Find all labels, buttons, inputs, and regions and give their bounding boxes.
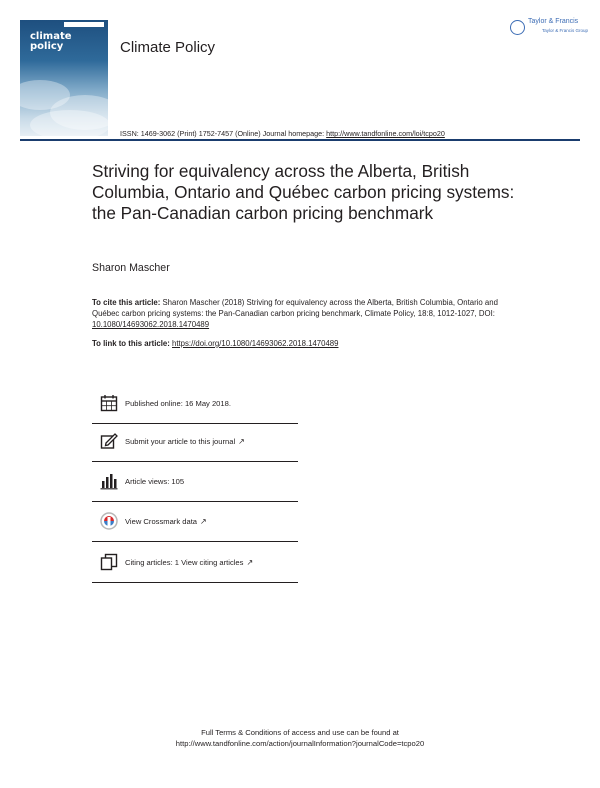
- citing-articles-row[interactable]: [92, 543, 298, 583]
- citation: To cite this article: Sharon Mascher (2018) Striving for equivalency across the Alberta, British Columbia, Ontario and Québec carbon pricing systems: the Pan-Canadian carbon pricing benchmark, Climate Policy, 18:8, 1012-1027, DOI: 10.1080/14693062.2018.1470489: [92, 298, 498, 329]
- external-link-icon: ↗: [200, 517, 207, 526]
- publisher-logo-icon: [510, 20, 525, 35]
- terms-text: Full Terms & Conditions of access and use can be found at: [201, 728, 399, 737]
- publisher-logo[interactable]: Taylor & Francis Taylor & Francis Group: [510, 18, 582, 38]
- issn-line: ISSN: 1469-3062 (Print) 1752-7457 (Online) Journal homepage: http://www.tandfonline.com/loi/tcpo20: [120, 129, 445, 138]
- external-link-icon: ↗: [238, 437, 245, 446]
- article-views-label: Article views: 105: [125, 477, 185, 486]
- edit-icon: [100, 432, 118, 450]
- submit-article-link[interactable]: Submit your article to this journal: [125, 437, 236, 446]
- published-online-label: Published online: 16 May 2018.: [125, 399, 231, 408]
- header-divider: [20, 139, 580, 141]
- terms-footer: [0, 727, 600, 749]
- article-views-row: [92, 462, 298, 502]
- crossmark-row[interactable]: [92, 502, 298, 542]
- citing-articles-icon: [100, 553, 118, 571]
- citing-articles-link[interactable]: Citing articles: 1 View citing articles: [125, 558, 244, 567]
- crossmark-icon: [100, 512, 118, 530]
- article-title: Striving for equivalency across the Alberta, British Columbia, Ontario and Québec carbon pricing systems: the Pan-Canadian carbon pricing benchmark: [92, 161, 515, 223]
- article-author: Sharon Mascher: [92, 262, 170, 274]
- calendar-icon: [100, 394, 118, 412]
- doi-link[interactable]: 10.1080/14693062.2018.1470489: [92, 320, 210, 329]
- published-online-row: [92, 384, 298, 424]
- journal-homepage-link[interactable]: http://www.tandfonline.com/loi/tcpo20: [326, 129, 445, 138]
- article-link-line: To link to this article: https://doi.org/10.1080/14693062.2018.1470489: [92, 339, 339, 348]
- bar-chart-icon: [100, 472, 118, 490]
- journal-cover-image: [20, 20, 108, 136]
- cover-title: climate policy: [30, 31, 72, 52]
- journal-name[interactable]: Climate Policy: [120, 39, 216, 56]
- external-link-icon: ↗: [246, 558, 254, 567]
- crossmark-link[interactable]: View Crossmark data: [125, 517, 198, 526]
- article-link[interactable]: https://doi.org/10.1080/14693062.2018.1470489: [172, 339, 339, 348]
- submit-article-row[interactable]: [92, 422, 298, 462]
- terms-link[interactable]: http://www.tandfonline.com/action/journalInformation?journalCode=tcpo20: [175, 739, 425, 748]
